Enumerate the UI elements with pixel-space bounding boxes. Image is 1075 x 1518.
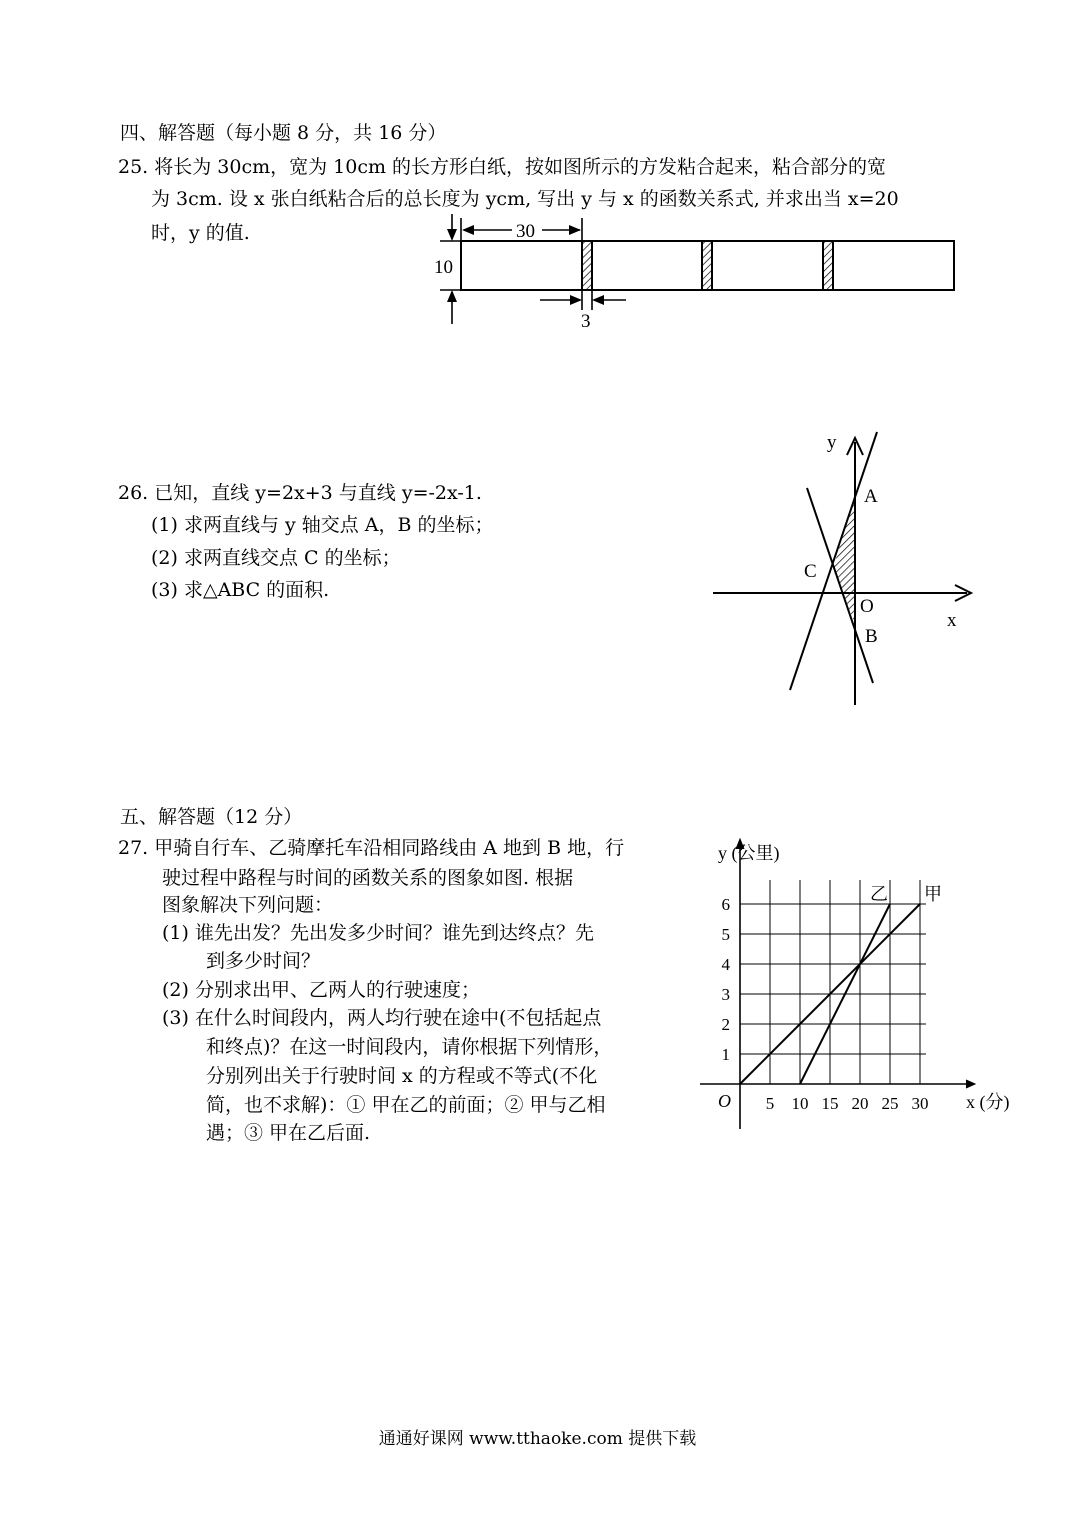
q26-part3: (3) 求△ABC 的面积. xyxy=(151,579,330,601)
overlap-1 xyxy=(582,241,592,290)
width-label: 10 xyxy=(434,257,453,278)
q26-part1: (1) 求两直线与 y 轴交点 A，B 的坐标； xyxy=(151,514,494,536)
q25-line2: 为 3cm. 设 x 张白纸粘合后的总长度为 ycm, 写出 y 与 x 的函数关系式, 并求出当 x=20 xyxy=(151,188,899,210)
chart-y-axis-label: y (公里) xyxy=(718,843,780,863)
q26-part2: (2) 求两直线交点 C 的坐标； xyxy=(151,547,401,569)
x-axis-label: x xyxy=(947,610,957,631)
chart-origin-label: O xyxy=(718,1091,731,1111)
x-tick-label: 20 xyxy=(851,1094,869,1113)
overlap-label: 3 xyxy=(581,311,591,330)
chart-x-axis-arrow xyxy=(966,1080,975,1088)
y-tick-label: 1 xyxy=(721,1045,730,1064)
x-tick-label: 15 xyxy=(821,1094,839,1113)
q27-part3-b: 和终点)？在这一时间段内，请你根据下列情形， xyxy=(206,1036,613,1058)
point-c-label: C xyxy=(804,561,817,582)
q27-part1-b: 到多少时间？ xyxy=(206,950,321,972)
q26-stem: 26. 已知，直线 y=2x+3 与直线 y=-2x-1. xyxy=(118,482,482,504)
triangle-abc-shaded xyxy=(833,493,855,624)
q27-part3-d: 简，也不求解)：① 甲在乙的前面；② 甲与乙相 xyxy=(206,1094,606,1116)
q27-line1: 27. 甲骑自行车、乙骑摩托车沿相同路线由 A 地到 B 地，行 xyxy=(118,837,625,859)
q27-line2: 驶过程中路程与时间的函数关系的图象如图. 根据 xyxy=(162,867,574,889)
y-tick-label: 2 xyxy=(721,1015,730,1034)
q25-line1: 25. 将长为 30cm，宽为 10cm 的长方形白纸，按如图所示的方发粘合起来，粘合部分的宽 xyxy=(118,156,887,178)
series-label: 乙 xyxy=(870,884,888,904)
y-tick-label: 5 xyxy=(721,925,730,944)
q27-part1-a: (1) 谁先出发？先出发多少时间？谁先到达终点？先 xyxy=(162,922,594,944)
x-tick-label: 30 xyxy=(911,1094,929,1113)
overlap-2 xyxy=(702,241,712,290)
q27-part3-e: 遇；③ 甲在乙后面. xyxy=(206,1122,371,1144)
q27-part2: (2) 分别求出甲、乙两人的行驶速度； xyxy=(162,979,480,1001)
q25-line3: 时，y 的值. xyxy=(151,222,250,244)
y-axis-label: y xyxy=(827,432,837,453)
length-label: 30 xyxy=(516,221,535,242)
x-tick-label: 10 xyxy=(791,1094,809,1113)
series-label: 甲 xyxy=(924,884,942,904)
q27-distance-time-chart xyxy=(700,835,1030,1135)
q27-part3-c: 分别列出关于行驶时间 x 的方程或不等式(不化 xyxy=(206,1065,598,1087)
point-b-label: B xyxy=(865,626,878,647)
point-a-label: A xyxy=(864,486,878,507)
y-tick-label: 3 xyxy=(721,985,730,1004)
section4-heading: 四、解答题（每小题 8 分，共 16 分） xyxy=(120,122,447,144)
q27-line3: 图象解决下列问题： xyxy=(162,894,334,916)
x-tick-label: 25 xyxy=(881,1094,899,1113)
line-y-neg-2x-minus-1 xyxy=(807,488,873,683)
q26-lines-figure xyxy=(705,420,980,715)
footer-credit: 通通好课网 www.tthaoke.com 提供下载 xyxy=(378,1429,697,1449)
chart-grid xyxy=(740,880,926,1084)
y-tick-label: 4 xyxy=(721,955,730,974)
x-tick-label: 5 xyxy=(765,1094,775,1113)
q27-part3-a: (3) 在什么时间段内，两人均行驶在途中(不包括起点 xyxy=(162,1007,602,1029)
q25-paper-strip-figure xyxy=(430,212,970,330)
overlap-3 xyxy=(823,241,833,290)
section5-heading: 五、解答题（12 分） xyxy=(120,806,303,828)
origin-label: O xyxy=(860,596,874,617)
chart-x-axis-label: x (分) xyxy=(966,1092,1010,1112)
y-tick-label: 6 xyxy=(721,895,730,914)
